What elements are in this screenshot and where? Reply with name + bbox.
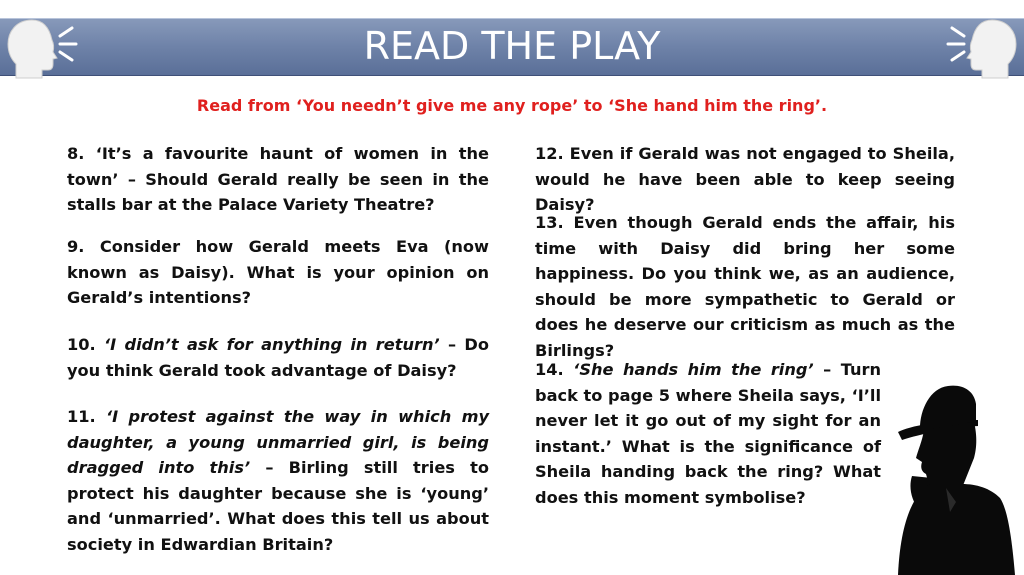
reading-instruction: Read from ‘You needn’t give me any rope’ to ‘She hand him the ring’.	[196, 96, 828, 115]
question-10: 10. ‘I didn’t ask for anything in return’ – Do you think Gerald took advantage of Daisy?	[67, 335, 489, 380]
speaking-head-icon	[2, 14, 82, 80]
question-9: 9. Consider how Gerald meets Eva (now known as Daisy). What is your opinion on Gerald’s intentions?	[67, 237, 489, 307]
page-title: READ THE PLAY	[363, 24, 661, 68]
question-14: 14. ‘She hands him the ring’ – Turn back to page 5 where Sheila says, ‘I’ll never let it go out of my sight for an instant.’ What is the significance of Sheila handing back the ring? What does this moment symbolise?	[535, 360, 881, 507]
question-11: 11. ‘I protest against the way in which my daughter, a young unmarried girl, is being dragged into this’ – Birling still tries to protect his daughter because she is ‘young’ and ‘unmarried’. What does this tell us about society in Edwardian Britain?	[67, 407, 489, 554]
question-8: 8. ‘It’s a favourite haunt of women in the town’ – Should Gerald really be seen in the stalls bar at the Palace Variety Theatre?	[67, 144, 489, 214]
man-in-hat-silhouette-icon	[890, 380, 1015, 575]
title-banner	[0, 18, 1024, 76]
question-12: 12. Even if Gerald was not engaged to Sheila, would he have been able to keep seeing Daisy?	[535, 144, 955, 214]
speaking-head-icon	[942, 14, 1022, 80]
question-13: 13. Even though Gerald ends the affair, his time with Daisy did bring her some happiness. Do you think we, as an audience, should be more sympathetic to Gerald or does he deserve our criticism as much as the Birlings?	[535, 213, 955, 360]
